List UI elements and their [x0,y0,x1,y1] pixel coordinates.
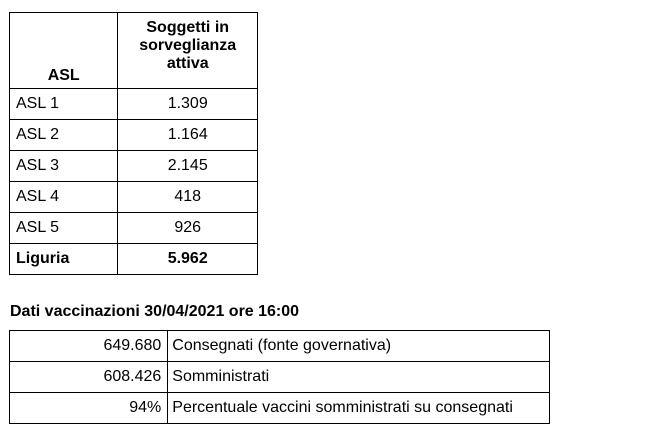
vaccination-value: 649.680 [10,331,168,362]
table-row [10,120,258,151]
asl-surveillance-table [9,12,258,275]
table-header-row [10,13,258,89]
table-row [10,393,550,424]
asl-name: ASL 5 [10,213,118,244]
table-row [10,213,258,244]
vaccination-value: 608.426 [10,362,168,393]
asl-name: ASL 4 [10,182,118,213]
asl-value: 2.145 [118,151,258,182]
table-row [10,151,258,182]
header-line: Soggetti in [146,19,230,36]
asl-name: ASL 3 [10,151,118,182]
asl-value: 1.309 [118,89,258,120]
table-row [10,331,550,362]
total-row [10,244,258,275]
total-value: 5.962 [118,244,258,275]
table-row [10,182,258,213]
vaccination-section-title: Dati vaccinazioni 30/04/2021 ore 16:00 [10,303,300,320]
header-asl: ASL [10,13,118,89]
asl-name: ASL 2 [10,120,118,151]
vaccination-label: Somministrati [168,362,550,393]
asl-value: 418 [118,182,258,213]
vaccination-value: 94% [10,393,168,424]
total-name: Liguria [10,244,118,275]
header-line: sorveglianza [139,37,237,54]
header-line: attiva [166,55,209,72]
vaccination-table [9,330,550,424]
table-row [10,362,550,393]
asl-name: ASL 1 [10,89,118,120]
header-surveillance [118,13,258,89]
table-row [10,89,258,120]
vaccination-label: Percentuale vaccini somministrati su consegnati [168,393,550,424]
vaccination-label: Consegnati (fonte governativa) [168,331,550,362]
asl-value: 926 [118,213,258,244]
asl-value: 1.164 [118,120,258,151]
